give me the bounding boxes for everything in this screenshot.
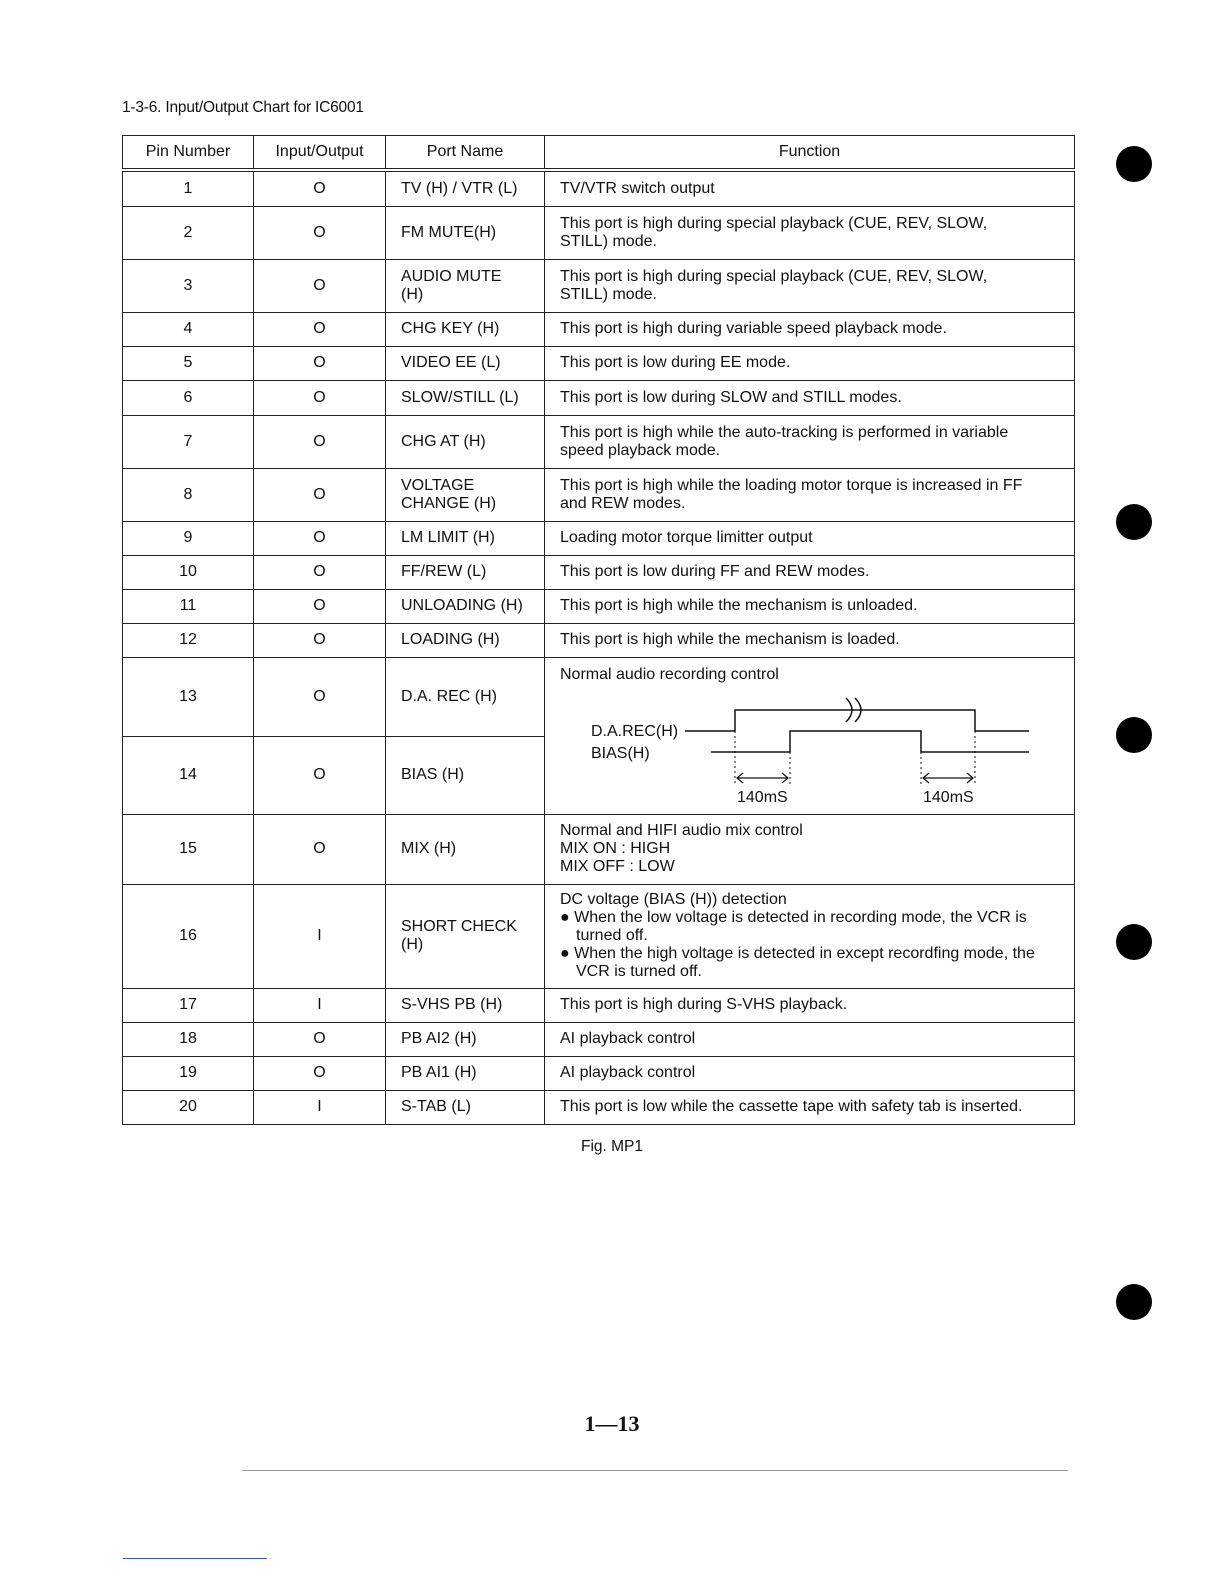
header-input-output: Input/Output xyxy=(254,136,386,171)
bias-waveform xyxy=(711,731,1029,752)
footer-rule xyxy=(242,1470,1068,1471)
function-cell: This port is low during SLOW and STILL modes. xyxy=(545,380,1075,415)
pin-cell: 10 xyxy=(123,555,254,589)
function-cell: AI playback control xyxy=(545,1056,1075,1090)
table-row xyxy=(123,988,1075,1022)
da-rec-signal-label: D.A.REC(H) xyxy=(591,722,679,740)
pin-cell: 19 xyxy=(123,1056,254,1090)
io-cell: O xyxy=(254,259,386,312)
io-cell: O xyxy=(254,814,386,884)
table-row xyxy=(123,814,1075,884)
timing-diagram-cell xyxy=(545,657,1075,814)
function-cell: This port is high during special playback (CUE, REV, SLOW, STILL) mode. xyxy=(545,259,1075,312)
table-row xyxy=(123,346,1075,380)
function-intro: DC voltage (BIAS (H)) detection xyxy=(560,891,787,908)
port-cell: S-VHS PB (H) xyxy=(386,988,545,1022)
binder-hole-icon xyxy=(1116,504,1152,540)
port-cell: VIDEO EE (L) xyxy=(386,346,545,380)
port-cell: SLOW/STILL (L) xyxy=(386,380,545,415)
bullet-icon: ● xyxy=(560,909,575,926)
port-cell: MIX (H) xyxy=(386,814,545,884)
pin-cell: 9 xyxy=(123,521,254,555)
port-cell: BIAS (H) xyxy=(386,736,545,814)
table-row xyxy=(123,1056,1075,1090)
pin-cell: 11 xyxy=(123,589,254,623)
header-pin-number: Pin Number xyxy=(123,136,254,171)
io-cell: O xyxy=(254,589,386,623)
table-row xyxy=(123,1022,1075,1056)
port-cell: PB AI1 (H) xyxy=(386,1056,545,1090)
table-row xyxy=(123,623,1075,657)
port-cell: CHG AT (H) xyxy=(386,415,545,468)
io-chart-table xyxy=(122,135,1075,1125)
pin-cell: 12 xyxy=(123,623,254,657)
pin-cell: 20 xyxy=(123,1090,254,1124)
function-cell: This port is high while the loading motor torque is increased in FF and REW modes. xyxy=(545,468,1075,521)
timing-diagram xyxy=(545,658,1073,814)
pin-cell: 3 xyxy=(123,259,254,312)
table-row xyxy=(123,206,1075,259)
table-row xyxy=(123,657,1075,736)
function-cell: This port is high during S-VHS playback. xyxy=(545,988,1075,1022)
function-cell: TV/VTR switch output xyxy=(545,170,1075,206)
pin-cell: 1 xyxy=(123,170,254,206)
table-row xyxy=(123,170,1075,206)
header-function: Function xyxy=(545,136,1075,171)
pin-cell: 14 xyxy=(123,736,254,814)
binder-hole-icon xyxy=(1116,717,1152,753)
table-row xyxy=(123,259,1075,312)
io-cell: O xyxy=(254,468,386,521)
function-cell: This port is low during EE mode. xyxy=(545,346,1075,380)
bullet-text: When the low voltage is detected in recording mode, the VCR is turned off. xyxy=(574,909,1027,944)
pin-cell: 5 xyxy=(123,346,254,380)
pin-cell: 16 xyxy=(123,884,254,988)
io-cell: O xyxy=(254,521,386,555)
bullet-item xyxy=(560,909,1064,945)
function-cell: This port is high while the mechanism is loaded. xyxy=(545,623,1075,657)
function-cell: This port is high during special playback (CUE, REV, SLOW, STILL) mode. xyxy=(545,206,1075,259)
function-cell: This port is high while the auto-tracking is performed in variable speed playback mode. xyxy=(545,415,1075,468)
io-cell: I xyxy=(254,1090,386,1124)
delay-label-1: 140mS xyxy=(737,788,788,806)
io-cell: O xyxy=(254,380,386,415)
pin-cell: 13 xyxy=(123,657,254,736)
delay-label-2: 140mS xyxy=(923,788,974,806)
figure-caption: Fig. MP1 xyxy=(580,1138,643,1155)
port-cell: SHORT CHECK (H) xyxy=(386,884,545,988)
port-cell: VOLTAGE CHANGE (H) xyxy=(386,468,545,521)
function-cell xyxy=(545,884,1075,988)
pin-cell: 2 xyxy=(123,206,254,259)
io-cell: O xyxy=(254,170,386,206)
io-cell: O xyxy=(254,1022,386,1056)
io-cell: I xyxy=(254,988,386,1022)
corner-rule xyxy=(123,1558,267,1559)
binder-hole-icon xyxy=(1116,146,1152,182)
io-cell: O xyxy=(254,206,386,259)
pin-cell: 4 xyxy=(123,312,254,346)
table-row xyxy=(123,1090,1075,1124)
pin-cell: 18 xyxy=(123,1022,254,1056)
port-cell: LOADING (H) xyxy=(386,623,545,657)
binder-hole-icon xyxy=(1116,924,1152,960)
pin-cell: 15 xyxy=(123,814,254,884)
function-cell: This port is high during variable speed playback mode. xyxy=(545,312,1075,346)
io-cell: O xyxy=(254,657,386,736)
port-cell: PB AI2 (H) xyxy=(386,1022,545,1056)
bullet-item xyxy=(560,945,1064,981)
port-cell: TV (H) / VTR (L) xyxy=(386,170,545,206)
function-cell: This port is high while the mechanism is unloaded. xyxy=(545,589,1075,623)
io-cell: O xyxy=(254,346,386,380)
timing-caption: Normal audio recording control xyxy=(560,665,779,683)
function-cell: Normal and HIFI audio mix control MIX ON : HIGH MIX OFF : LOW xyxy=(545,814,1075,884)
port-cell: AUDIO MUTE (H) xyxy=(386,259,545,312)
bullet-text: When the high voltage is detected in except recordfing mode, the VCR is turned off. xyxy=(574,945,1035,980)
table-row xyxy=(123,415,1075,468)
page-number: 1—13 xyxy=(584,1411,640,1436)
io-cell: O xyxy=(254,1056,386,1090)
io-cell: O xyxy=(254,312,386,346)
pin-cell: 7 xyxy=(123,415,254,468)
function-cell: This port is low while the cassette tape with safety tab is inserted. xyxy=(545,1090,1075,1124)
io-cell: I xyxy=(254,884,386,988)
port-cell: FM MUTE(H) xyxy=(386,206,545,259)
port-cell: S-TAB (L) xyxy=(386,1090,545,1124)
bias-signal-label: BIAS(H) xyxy=(591,744,650,762)
io-cell: O xyxy=(254,415,386,468)
function-cell: AI playback control xyxy=(545,1022,1075,1056)
table-row xyxy=(123,555,1075,589)
port-cell: LM LIMIT (H) xyxy=(386,521,545,555)
io-cell: O xyxy=(254,555,386,589)
table-row xyxy=(123,468,1075,521)
header-port-name: Port Name xyxy=(386,136,545,171)
bullet-icon: ● xyxy=(560,945,575,962)
pin-cell: 17 xyxy=(123,988,254,1022)
function-cell: This port is low during FF and REW modes. xyxy=(545,555,1075,589)
function-cell: Loading motor torque limitter output xyxy=(545,521,1075,555)
header-row xyxy=(123,136,1075,171)
port-cell: FF/REW (L) xyxy=(386,555,545,589)
table-row xyxy=(123,312,1075,346)
port-cell: UNLOADING (H) xyxy=(386,589,545,623)
pin-cell: 8 xyxy=(123,468,254,521)
io-cell: O xyxy=(254,623,386,657)
table-row xyxy=(123,589,1075,623)
table-row xyxy=(123,884,1075,988)
binder-hole-icon xyxy=(1116,1284,1152,1320)
table-row xyxy=(123,521,1075,555)
port-cell: D.A. REC (H) xyxy=(386,657,545,736)
io-cell: O xyxy=(254,736,386,814)
port-cell: CHG KEY (H) xyxy=(386,312,545,346)
table-row xyxy=(123,380,1075,415)
section-title: 1-3-6. Input/Output Chart for IC6001 xyxy=(122,99,364,116)
pin-cell: 6 xyxy=(123,380,254,415)
